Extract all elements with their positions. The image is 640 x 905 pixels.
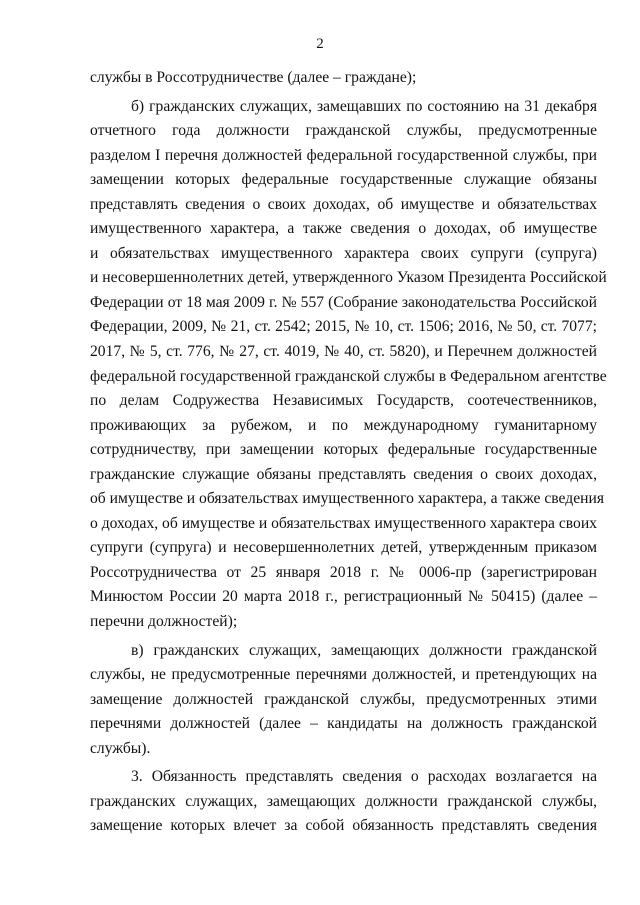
text-line: Федерации, 2009, № 21, ст. 2542; 2015, № 10, ст. 1506; 2016, № 50, ст. 7077; (90, 318, 597, 336)
text-line: проживающих за рубежом, и по международному гуманитарному (90, 416, 597, 434)
text-line: представлять сведения о своих доходах, об имуществе и обязательствах (90, 195, 597, 213)
text-line: гражданских служащих, замещающих должности гражданской службы, (90, 792, 597, 810)
text-line: в) гражданских служащих, замещающих должности гражданской (131, 641, 597, 659)
text-line: по делам Содружества Независимых Государств, соотечественников, (90, 392, 597, 410)
text-line: службы в Россотрудничестве (далее – граждане); (90, 69, 417, 86)
text-line: Россотрудничества от 25 января 2018 г. № 0006-пр (зарегистрирован (90, 563, 597, 581)
text-line: службы, не предусмотренные перечнями должностей, и претендующих на (90, 666, 597, 684)
text-line: отчетного года должности гражданской службы, предусмотренные (90, 122, 597, 140)
text-line: замещении которых федеральные государственные служащие обязаны (90, 171, 597, 189)
text-line: об имуществе и обязательствах имущественного характера, а также сведения (90, 490, 604, 508)
text-line: 3. Обязанность представлять сведения о расходах возлагается на (131, 768, 597, 786)
text-line: разделом I перечня должностей федеральной государственной службы, при (90, 146, 597, 164)
text-line: и несовершеннолетних детей, утвержденного Указом Президента Российской (90, 269, 607, 287)
text-line: гражданские служащие обязаны представлять сведения о своих доходах, (90, 465, 597, 483)
text-line: службы). (90, 739, 151, 757)
text-line: Минюстом России 20 марта 2018 г., регистрационный № 50415) (далее – (90, 588, 597, 606)
text-line: перечни должностей); (90, 613, 238, 631)
text-line: и обязательствах имущественного характера своих супруги (супруга) (90, 244, 597, 262)
text-line: б) гражданских служащих, замещавших по состоянию на 31 декабря (131, 97, 597, 115)
text-line: о доходах, об имуществе и обязательствах имущественного характера своих (90, 514, 597, 532)
page-number: 2 (316, 36, 324, 52)
text-line: 2017, № 5, ст. 776, № 27, ст. 4019, № 40, ст. 5820), и Перечнем должностей (90, 343, 597, 361)
text-line: перечнями должностей (далее – кандидаты на должность гражданской (90, 715, 597, 733)
document-body (90, 66, 607, 839)
text-line: сотрудничеству, при замещении которых федеральные государственные (90, 441, 597, 459)
text-line: замещение должностей гражданской службы, предусмотренных этими (90, 690, 597, 708)
text-line: Федерации от 18 мая 2009 г. № 557 (Собрание законодательства Российской (90, 293, 597, 311)
text-line: имущественного характера, а также сведения о доходах, об имуществе (90, 220, 597, 238)
text-line: замещение которых влечет за собой обязанность представлять сведения (90, 817, 597, 835)
text-line: супруги (супруга) и несовершеннолетних детей, утвержденным приказом (90, 539, 597, 557)
text-line: федеральной государственной гражданской службы в Федеральном агентстве (90, 367, 607, 385)
